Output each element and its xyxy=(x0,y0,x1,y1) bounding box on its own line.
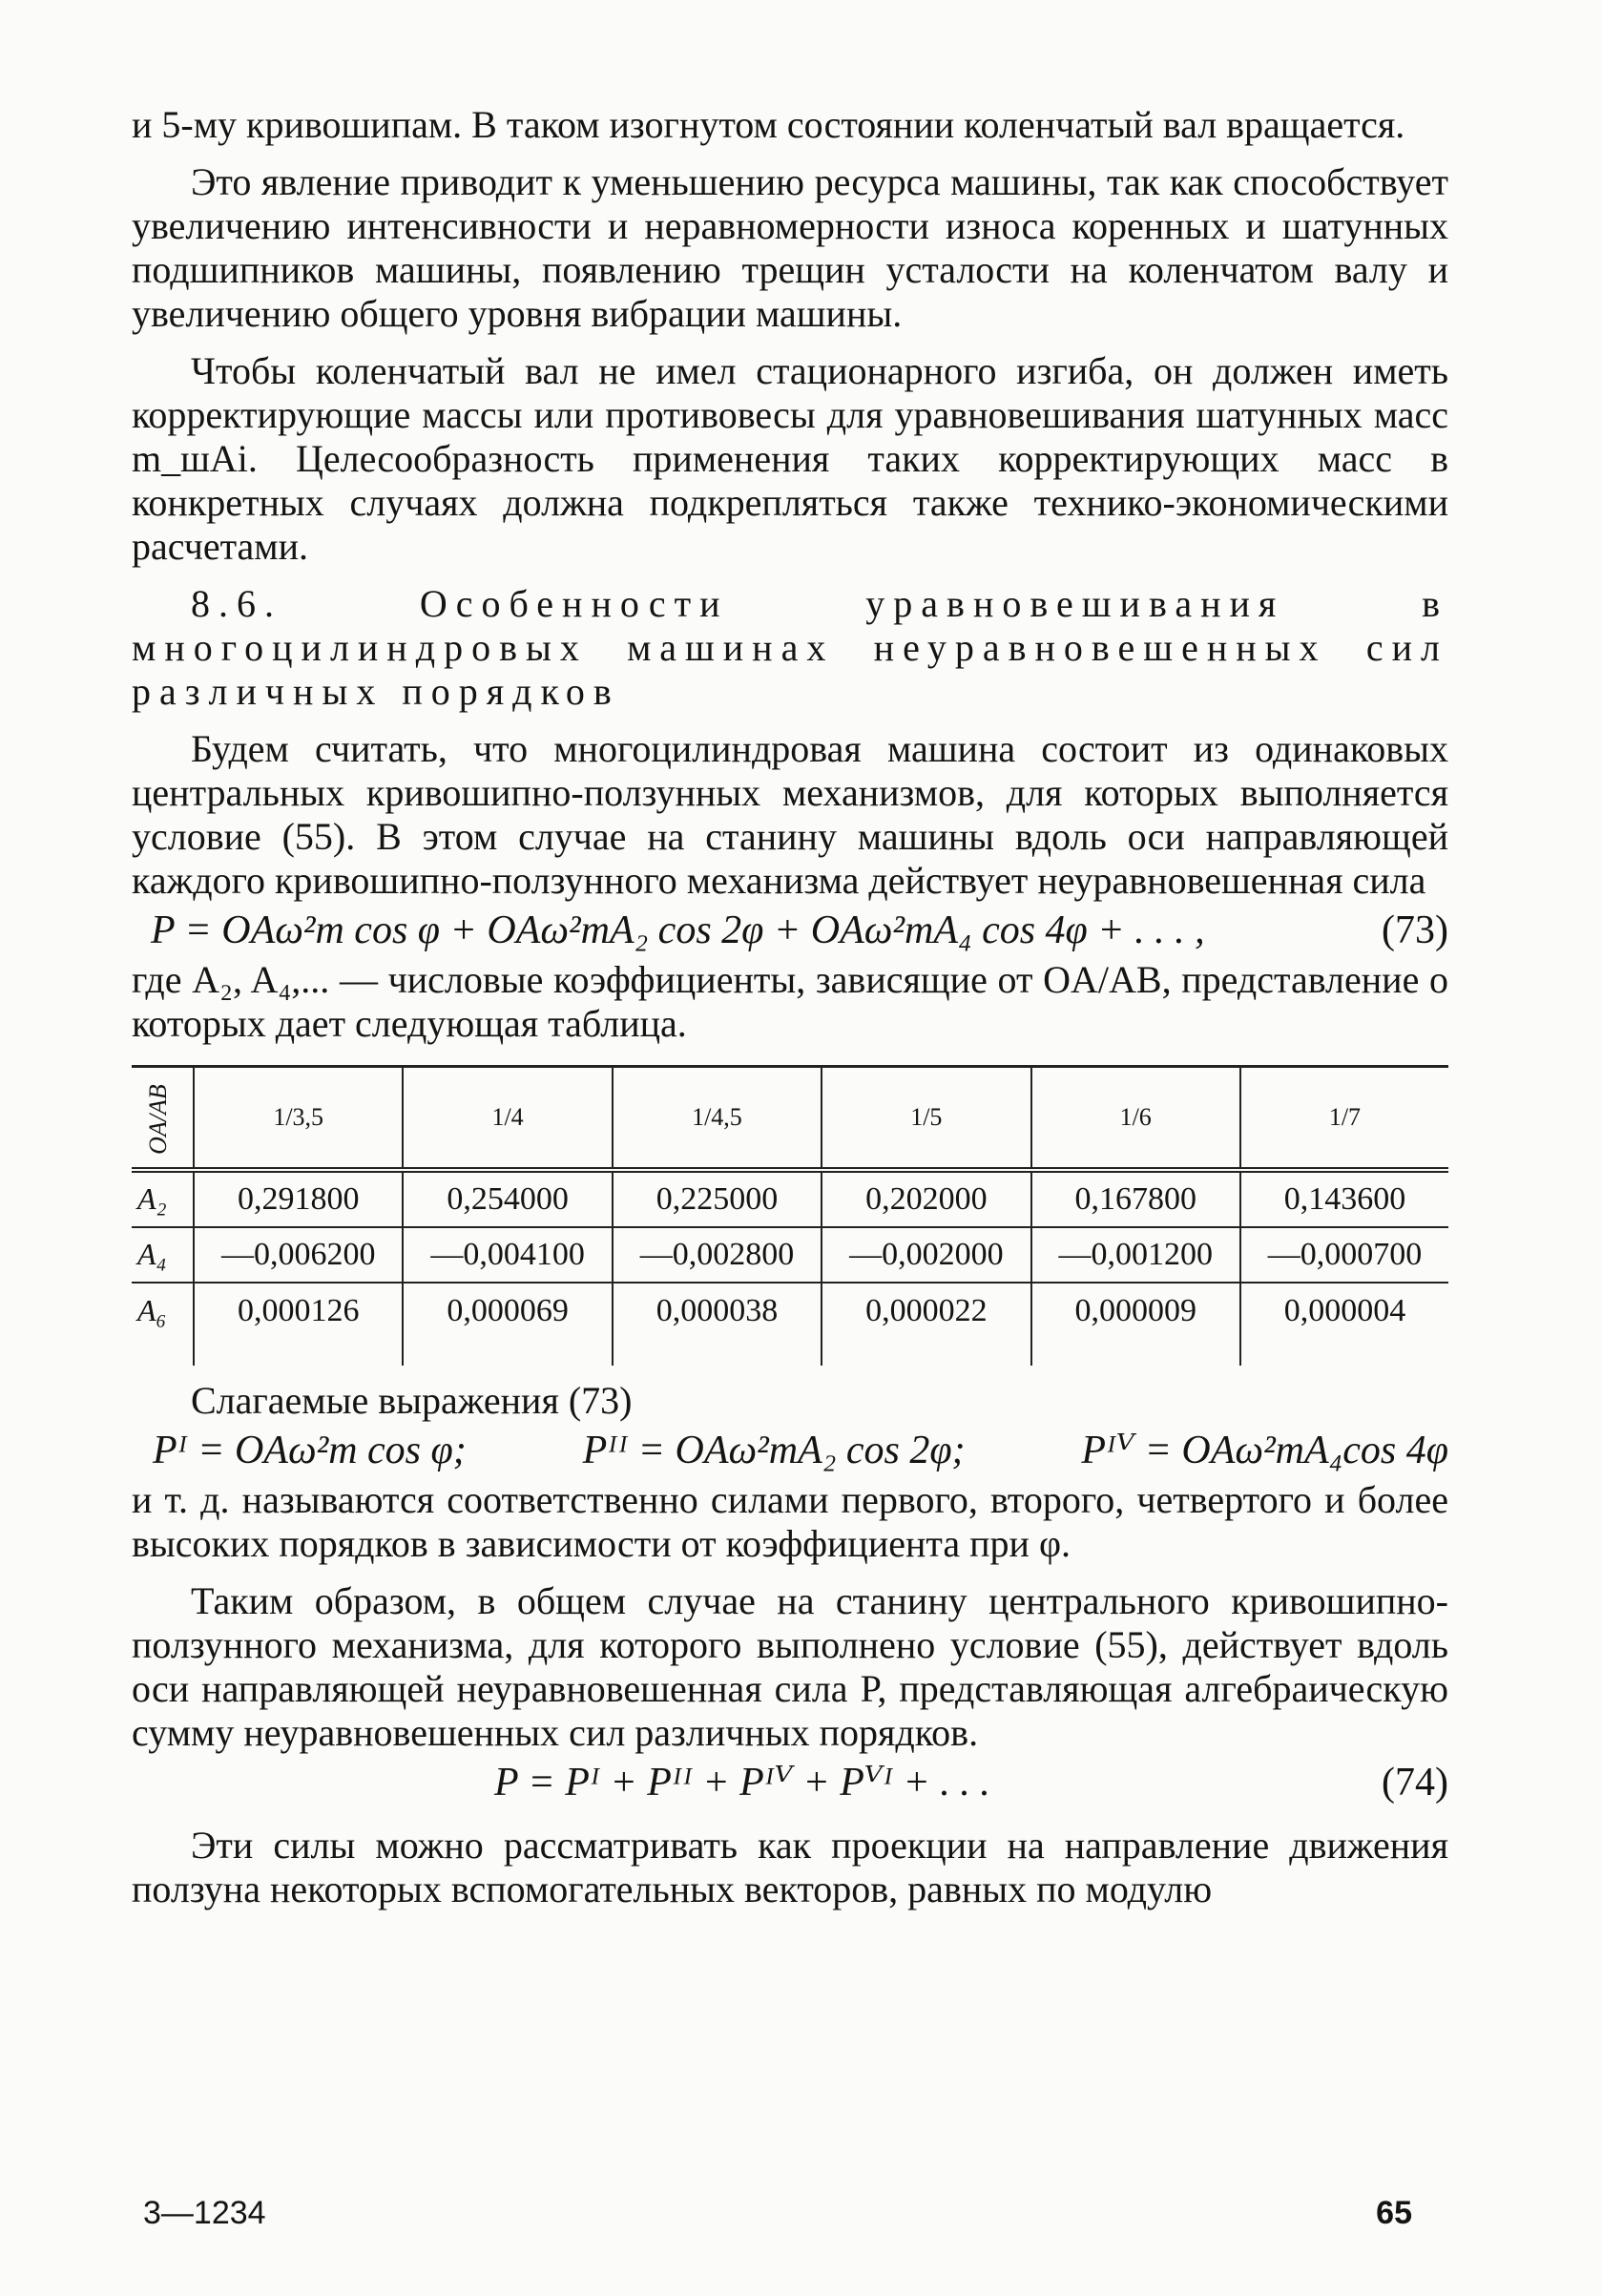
table-cell: 0,000004 xyxy=(1283,1292,1406,1328)
table-cell: —0,000700 xyxy=(1240,1227,1448,1283)
table-row xyxy=(132,1227,1448,1283)
table-cell: 0,000022 xyxy=(822,1283,1030,1366)
table-cell: 0,225000 xyxy=(613,1170,822,1227)
column-header: 1/6 xyxy=(1031,1067,1240,1170)
equation-73-number: (73) xyxy=(1382,908,1448,952)
row-label: A₆ xyxy=(132,1283,194,1366)
table-corner-label: OA/AB xyxy=(144,1084,172,1155)
column-header: 1/3,5 xyxy=(194,1067,403,1170)
equation-74 xyxy=(132,1755,1448,1810)
force-term-fourth: Pᴵⱽ = OAω²mA₄cos 4φ xyxy=(1081,1428,1448,1472)
equation-73-expression: P = OAω²m cos φ + OAω²mA₂ cos 2φ + OAω²mA₄ cos 4φ + . . . , xyxy=(151,908,1205,952)
column-header: 1/4 xyxy=(403,1067,612,1170)
column-header: 1/5 xyxy=(822,1067,1030,1170)
row-label: A₄ xyxy=(132,1227,194,1283)
table-cell: —0,004100 xyxy=(403,1227,612,1283)
page-number: 65 xyxy=(1376,2195,1412,2231)
force-term-first: Pᴵ = OAω²m cos φ; xyxy=(153,1428,467,1472)
equation-74-number: (74) xyxy=(1382,1760,1448,1805)
table-header-row xyxy=(132,1067,1448,1170)
paragraph-counterweights: Чтобы коленчатый вал не имел стационарного изгиба, он должен иметь корректирующие массы или противовесы для уравновешивания шатунных масс m_шAi. Целесообразность применения таких корректирующих масс в конкретных случаях должна подкрепляться также технико-экономическими расчетами. xyxy=(132,349,1448,568)
table-cell: 0,202000 xyxy=(822,1170,1030,1227)
table-cell: 0,254000 xyxy=(403,1170,612,1227)
column-header: 1/4,5 xyxy=(613,1067,822,1170)
table-cell: 0,000069 xyxy=(403,1283,612,1366)
coefficient-table xyxy=(132,1065,1448,1366)
table-cell: 0,000126 xyxy=(194,1283,403,1366)
table-cell: —0,006200 xyxy=(194,1227,403,1283)
equation-73 xyxy=(132,903,1448,958)
paragraph-effect: Это явление приводит к уменьшению ресурса машины, так как способствует увеличению интенсивности и неравномерности износа коренных и шатунных подшипников машины, появлению трещин усталости на коленчатом валу и увеличению общего уровня вибрации машины. xyxy=(132,160,1448,335)
table-cell: 0,143600 xyxy=(1240,1170,1448,1227)
paragraph-assumption: Будем считать, что многоцилиндровая машина состоит из одинаковых центральных кривошипно-ползунных механизмов, для которых выполняется условие (55). В этом случае на станину машины вдоль оси направляющей каждого кривошипно-ползунного механизма действует неуравновешенная сила xyxy=(132,727,1448,902)
paragraph-conclusion: Таким образом, в общем случае на станину центрального кривошипно-ползунного механизма, для которого выполнено условие (55), действует вдоль оси направляющей неуравновешенная сила P, представляющая алгебраическую сумму неуравновешенных сил различных порядков. xyxy=(132,1578,1448,1754)
table-corner-cell xyxy=(132,1067,194,1170)
table-cell: 0,167800 xyxy=(1031,1170,1240,1227)
table-cell: 0,000038 xyxy=(613,1283,822,1366)
table-row xyxy=(132,1170,1448,1227)
table-row xyxy=(132,1283,1448,1366)
paragraph-continuation: и 5-му кривошипам. В таком изогнутом состоянии коленчатый вал вращается. xyxy=(132,103,1405,146)
equation-74-expression: P = Pᴵ + Pᴵᴵ + Pᴵⱽ + Pⱽᴵ + . . . xyxy=(494,1760,990,1805)
force-terms xyxy=(132,1423,1448,1478)
table-cell: —0,002000 xyxy=(822,1227,1030,1283)
column-header: 1/7 xyxy=(1240,1067,1448,1170)
section-heading: 8.6. Особенности уравновешивания в многоцилиндровых машинах неуравновешенных сил различных порядков xyxy=(132,582,1448,713)
force-term-second: Pᴵᴵ = OAω²mA₂ cos 2φ; xyxy=(582,1428,966,1472)
printer-signature: 3—1234 xyxy=(143,2195,266,2231)
paragraph-projections: Эти силы можно рассматривать как проекции на направление движения ползуна некоторых вспомогательных векторов, равных по модулю xyxy=(132,1823,1448,1910)
paragraph-orders: и т. д. называются соответственно силами первого, второго, четвертого и более высоких порядков в зависимости от коэффициента при φ. xyxy=(132,1477,1448,1565)
table-cell: —0,001200 xyxy=(1031,1227,1240,1283)
paragraph-coefficients: где A₂, A₄,... — числовые коэффициенты, зависящие от OA/AB, представление о которых дает следующая таблица. xyxy=(132,958,1448,1045)
table-cell: —0,002800 xyxy=(613,1227,822,1283)
row-label: A₂ xyxy=(132,1170,194,1227)
page-footer xyxy=(143,2195,1412,2243)
page-content xyxy=(132,103,1448,1911)
table-cell: 0,000009 xyxy=(1031,1283,1240,1366)
table-cell: 0,291800 xyxy=(194,1170,403,1227)
paragraph-terms-intro: Слагаемые выражения (73) xyxy=(191,1378,633,1422)
